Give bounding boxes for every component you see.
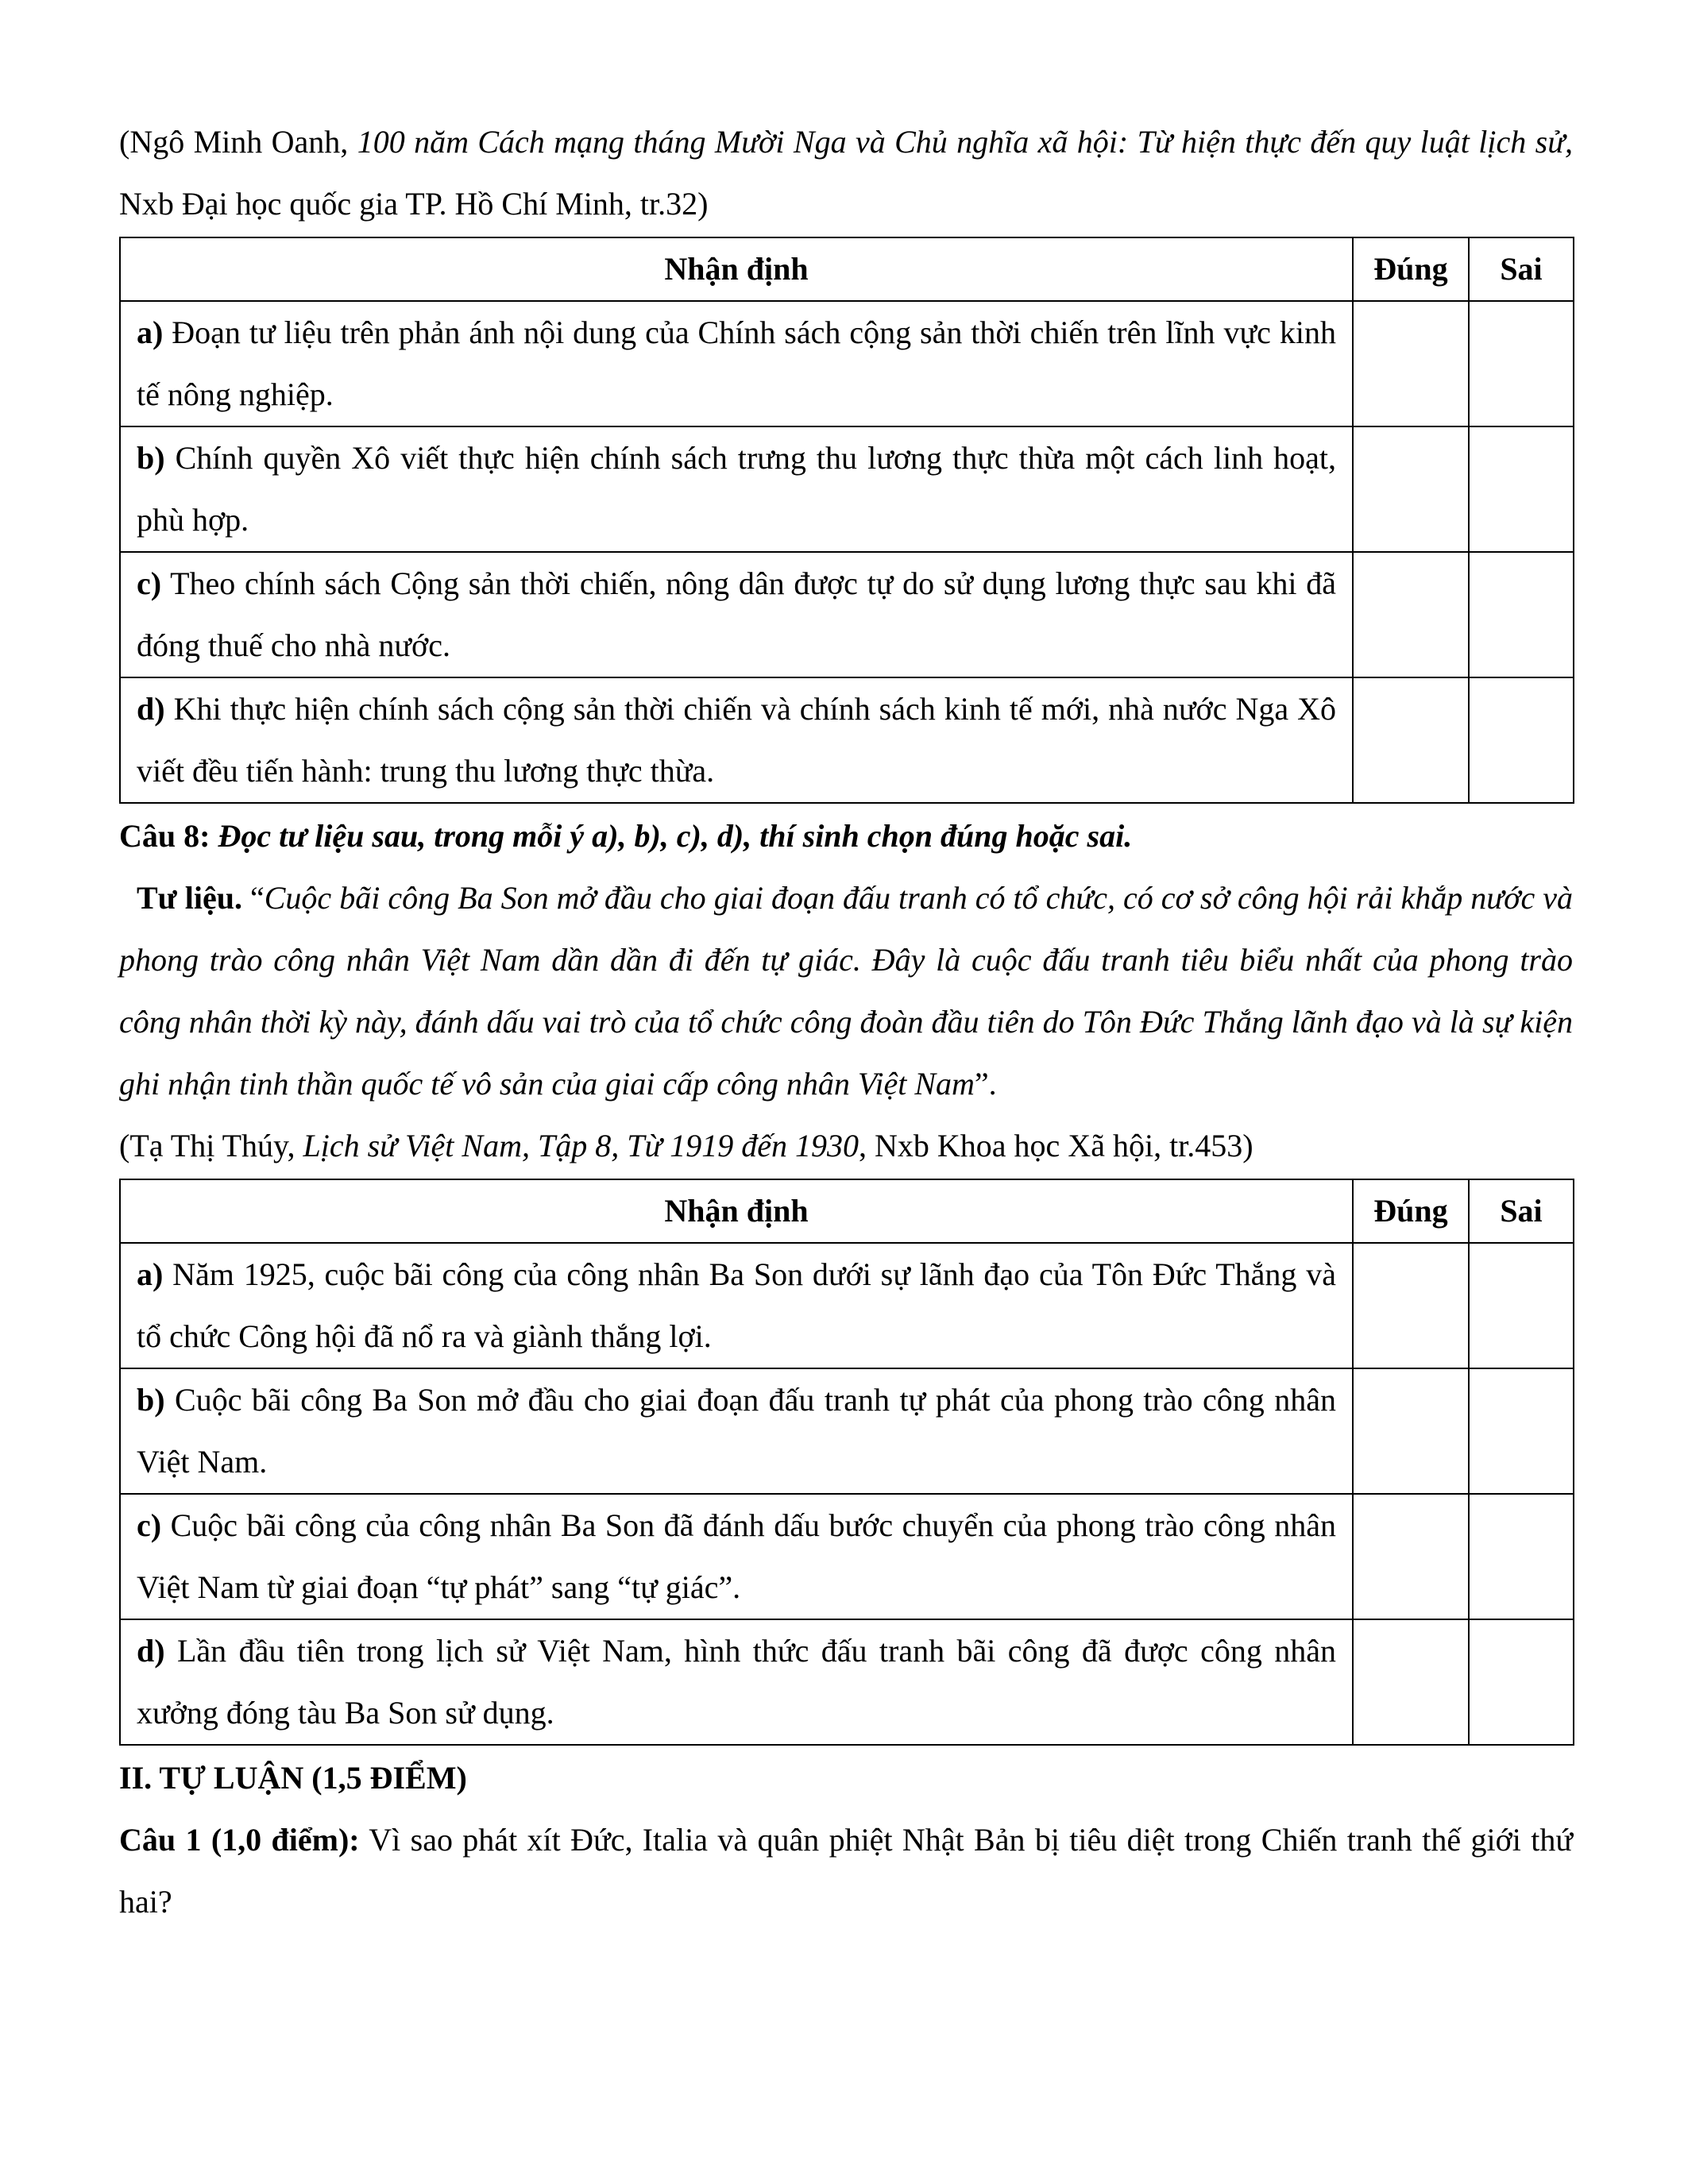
header-false: Sai — [1469, 237, 1574, 301]
source-citation-1: (Ngô Minh Oanh, 100 năm Cách mạng tháng Mười Nga và Chủ nghĩa xã hội: Từ hiện thực đến quy luật lịch sử, Nxb Đại học quốc gia TP. Hồ Chí Minh, tr.32) — [119, 124, 1574, 222]
source-citation-2: (Tạ Thị Thúy, Lịch sử Việt Nam, Tập 8, Từ 1919 đến 1930, Nxb Khoa học Xã hội, tr.453) — [119, 1128, 1253, 1163]
statement-table-2 — [119, 1179, 1574, 1746]
statement-cell: c) Theo chính sách Cộng sản thời chiến, nông dân được tự do sử dụng lương thực sau khi đã đóng thuế cho nhà nước. — [120, 552, 1353, 677]
statement-cell: c) Cuộc bãi công của công nhân Ba Son đã đánh dấu bước chuyển của phong trào công nhân Việt Nam từ giai đoạn “tự phát” sang “tự giác”. — [120, 1494, 1353, 1619]
true-answer-cell[interactable] — [1353, 426, 1469, 552]
excerpt-quote: Cuộc bãi công Ba Son mở đầu cho giai đoạn đấu tranh có tổ chức, có cơ sở công hội rải khắp nước và phong trào công nhân Việt Nam dần dần đi đến tự giác. Đây là cuộc đấu tranh tiêu biểu nhất của phong trào công nhân thời kỳ này, đánh dấu vai trò của tổ chức công đoàn đầu tiên do Tôn Đức Thắng lãnh đạo và là sự kiện ghi nhận tinh thần quốc tế vô sản của giai cấp công nhân Việt Nam — [119, 880, 1574, 1102]
statement-table-1 — [119, 237, 1574, 804]
table-row — [120, 1494, 1574, 1619]
true-answer-cell[interactable] — [1353, 1619, 1469, 1745]
false-answer-cell[interactable] — [1469, 552, 1574, 677]
true-answer-cell[interactable] — [1353, 301, 1469, 426]
false-answer-cell[interactable] — [1469, 677, 1574, 803]
header-statement: Nhận định — [120, 1179, 1353, 1243]
table-row — [120, 552, 1574, 677]
false-answer-cell[interactable] — [1469, 426, 1574, 552]
header-true: Đúng — [1353, 237, 1469, 301]
table-row — [120, 426, 1574, 552]
statement-cell: d) Lần đầu tiên trong lịch sử Việt Nam, hình thức đấu tranh bãi công đã được công nhân xưởng đóng tàu Ba Son sử dụng. — [120, 1619, 1353, 1745]
statement-cell: d) Khi thực hiện chính sách cộng sản thời chiến và chính sách kinh tế mới, nhà nước Nga Xô viết đều tiến hành: trung thu lương thực thừa. — [120, 677, 1353, 803]
table-row — [120, 1243, 1574, 1368]
statement-cell: a) Đoạn tư liệu trên phản ánh nội dung của Chính sách cộng sản thời chiến trên lĩnh vực kinh tế nông nghiệp. — [120, 301, 1353, 426]
document-page — [119, 111, 1573, 1933]
header-statement: Nhận định — [120, 237, 1353, 301]
true-answer-cell[interactable] — [1353, 1368, 1469, 1494]
excerpt-paragraph: Tư liệu. “Cuộc bãi công Ba Son mở đầu cho giai đoạn đấu tranh có tổ chức, có cơ sở công hội rải khắp nước và phong trào công nhân Việt Nam dần dần đi đến tự giác. Đây là cuộc đấu tranh tiêu biểu nhất của phong trào công nhân thời kỳ này, đánh dấu vai trò của tổ chức công đoàn đầu tiên do Tôn Đức Thắng lãnh đạo và là sự kiện ghi nhận tinh thần quốc tế vô sản của giai cấp công nhân Việt Nam”. — [119, 880, 1574, 1102]
source-title-1: 100 năm Cách mạng tháng Mười Nga và Chủ nghĩa xã hội: Từ hiện thực đến quy luật lịch sử, — [357, 124, 1574, 160]
table-row — [120, 677, 1574, 803]
false-answer-cell[interactable] — [1469, 1368, 1574, 1494]
true-answer-cell[interactable] — [1353, 677, 1469, 803]
section-heading-essay: II. TỰ LUẬN (1,5 ĐIỂM) — [119, 1760, 467, 1796]
table-header-row — [120, 237, 1574, 301]
source-title-2: Lịch sử Việt Nam, Tập 8, Từ 1919 đến 1930 — [303, 1128, 859, 1163]
header-false: Sai — [1469, 1179, 1574, 1243]
excerpt-label: Tư liệu. — [137, 880, 242, 916]
header-true: Đúng — [1353, 1179, 1469, 1243]
table-row — [120, 1619, 1574, 1745]
table-row — [120, 301, 1574, 426]
false-answer-cell[interactable] — [1469, 301, 1574, 426]
table-header-row — [120, 1179, 1574, 1243]
false-answer-cell[interactable] — [1469, 1619, 1574, 1745]
false-answer-cell[interactable] — [1469, 1494, 1574, 1619]
statement-cell: a) Năm 1925, cuộc bãi công của công nhân Ba Son dưới sự lãnh đạo của Tôn Đức Thắng và tổ chức Công hội đã nổ ra và giành thắng lợi. — [120, 1243, 1353, 1368]
essay-question-1: Câu 1 (1,0 điểm): Vì sao phát xít Đức, Italia và quân phiệt Nhật Bản bị tiêu diệt trong Chiến tranh thế giới thứ hai? — [119, 1822, 1574, 1920]
true-answer-cell[interactable] — [1353, 552, 1469, 677]
statement-cell: b) Cuộc bãi công Ba Son mở đầu cho giai đoạn đấu tranh tự phát của phong trào công nhân Việt Nam. — [120, 1368, 1353, 1494]
true-answer-cell[interactable] — [1353, 1243, 1469, 1368]
statement-cell: b) Chính quyền Xô viết thực hiện chính sách trưng thu lương thực thừa một cách linh hoạt, phù hợp. — [120, 426, 1353, 552]
question-8-prompt: Câu 8: Đọc tư liệu sau, trong mỗi ý a), b), c), d), thí sinh chọn đúng hoặc sai. — [119, 818, 1133, 854]
true-answer-cell[interactable] — [1353, 1494, 1469, 1619]
false-answer-cell[interactable] — [1469, 1243, 1574, 1368]
table-row — [120, 1368, 1574, 1494]
